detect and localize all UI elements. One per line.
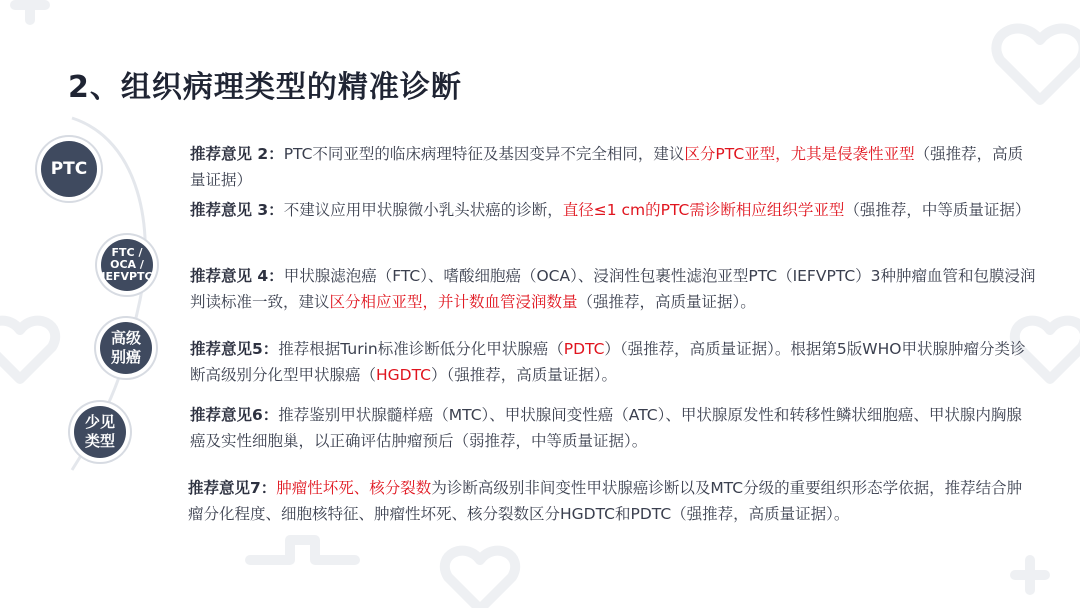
recommendation-3: 推荐意见 3：不建议应用甲状腺微小乳头状癌的诊断，直径≤1 cm的PTC需诊断相应组织学亚型（强推荐，中等质量证据） <box>190 201 1031 219</box>
recommendation-2: 推荐意见 2：PTC不同亚型的临床病理特征及基因变异不完全相同，建议区分PTC亚型，尤其是侵袭性亚型（强推荐，高质量证据） <box>190 145 1024 189</box>
category-high-grade: 高级 别癌 <box>100 322 152 374</box>
page-title: 2、组织病理类型的精准诊断 <box>68 70 462 105</box>
category-rare-types: 少见 类型 <box>74 406 126 458</box>
recommendation-4: 推荐意见 4：甲状腺滤泡癌（FTC）、嗜酸细胞癌（OCA）、浸润性包裹性滤泡亚型PTC（IEFVPTC）3种肿瘤血管和包膜浸润判读标准一致，建议区分相应亚型，并计数血管浸润数量（强推荐，高质量证据）。 <box>190 267 1036 311</box>
category-ftc-oca-iefvptc: FTC / OCA / IEFVPTC <box>101 239 153 291</box>
recommendation-6: 推荐意见6：推荐鉴别甲状腺髓样癌（MTC）、甲状腺间变性癌（ATC）、甲状腺原发性和转移性鳞状细胞癌、甲状腺内胸腺癌及实性细胞巢，以正确评估肿瘤预后（弱推荐，中等质量证据）。 <box>190 406 1022 450</box>
category-ptc: PTC <box>41 141 97 197</box>
recommendation-5: 推荐意见5：推荐根据Turin标准诊断低分化甲状腺癌（PDTC）（强推荐，高质量证据）。根据第5版WHO甲状腺肿瘤分类诊断高级别分化型甲状腺癌（HGDTC）（强推荐，高质量证据）。 <box>190 340 1026 384</box>
recommendation-7: 推荐意见7：肿瘤性坏死、核分裂数为诊断高级别非间变性甲状腺癌诊断以及MTC分级的重要组织形态学依据，推荐结合肿瘤分化程度、细胞核特征、肿瘤性坏死、核分裂数区分HGDTC和PDTC（强推荐，高质量证据）。 <box>188 479 1023 523</box>
